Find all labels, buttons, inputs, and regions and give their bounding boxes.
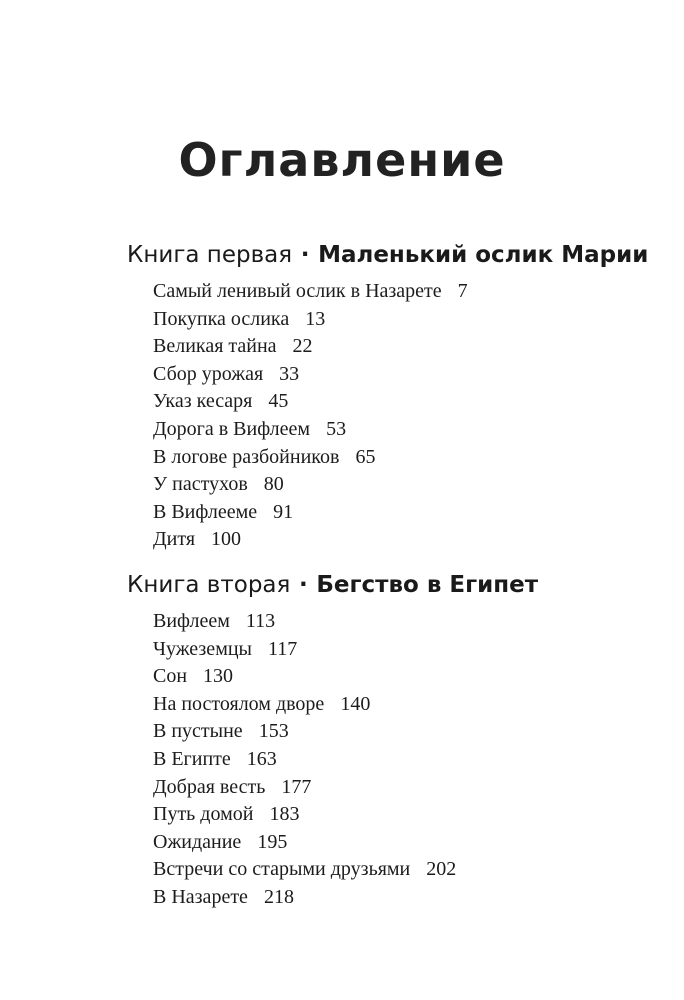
chapter-item[interactable] <box>153 746 667 774</box>
chapter-title: Дитя <box>153 528 196 551</box>
chapter-title: На постоялом дворе <box>153 692 325 715</box>
book-section-1 <box>127 238 667 554</box>
chapter-title: Путь домой <box>153 803 254 826</box>
chapter-page-number: 163 <box>246 747 277 770</box>
chapter-page-number: 153 <box>258 720 289 743</box>
chapter-title: В Египте <box>153 747 231 770</box>
book-label: Книга первая <box>127 242 293 268</box>
chapter-page-number: 22 <box>292 335 313 358</box>
chapter-page-number: 65 <box>355 445 376 468</box>
chapter-item[interactable] <box>153 471 667 499</box>
chapter-item[interactable] <box>153 774 667 802</box>
chapter-title: Покупка ослика <box>153 307 290 330</box>
chapter-item[interactable] <box>153 278 667 306</box>
chapter-page-number: 53 <box>326 417 347 440</box>
chapter-item[interactable] <box>153 333 667 361</box>
chapter-item[interactable] <box>153 884 667 912</box>
chapter-item[interactable] <box>153 691 667 719</box>
chapter-page-number: 177 <box>281 775 312 798</box>
chapter-page-number: 80 <box>263 473 284 496</box>
chapter-title: Ожидание <box>153 830 242 853</box>
chapter-page-number: 130 <box>203 665 234 688</box>
chapter-page-number: 202 <box>426 858 457 881</box>
chapter-page-number: 7 <box>457 280 468 302</box>
chapter-page-number: 183 <box>269 803 300 826</box>
chapter-item[interactable] <box>153 306 667 334</box>
book-separator: · <box>298 572 308 598</box>
chapter-item[interactable] <box>153 499 667 527</box>
chapter-item[interactable] <box>153 856 667 884</box>
chapter-title: Указ кесаря <box>153 390 253 413</box>
chapter-title: У пастухов <box>153 473 248 496</box>
chapter-title: Добрая весть <box>153 775 266 798</box>
chapter-list <box>153 278 667 554</box>
book-subtitle: Бегство в Египет <box>316 572 539 598</box>
chapter-item[interactable] <box>153 829 667 857</box>
book-heading <box>127 238 667 272</box>
chapter-title: Встречи со старыми друзьями <box>153 858 411 881</box>
chapter-page-number: 33 <box>279 362 300 385</box>
chapter-title: В пустыне <box>153 720 243 743</box>
chapter-page-number: 218 <box>263 885 294 908</box>
chapter-page-number: 140 <box>340 692 371 715</box>
chapter-title: В Назарете <box>153 885 248 908</box>
chapter-page-number: 13 <box>305 307 326 330</box>
chapter-title: В логове разбойников <box>153 445 340 468</box>
chapter-title: Вифлеем <box>153 610 230 632</box>
book-label: Книга вторая <box>127 572 291 598</box>
page-title: Оглавление <box>178 133 506 187</box>
chapter-title: Чужеземцы <box>153 637 252 660</box>
chapter-item[interactable] <box>153 608 667 636</box>
book-separator: · <box>300 242 310 268</box>
chapter-page-number: 45 <box>268 390 289 413</box>
book-heading <box>127 568 667 602</box>
chapter-item[interactable] <box>153 444 667 472</box>
chapter-title: В Вифлееме <box>153 500 258 523</box>
chapter-item[interactable] <box>153 388 667 416</box>
chapter-item[interactable] <box>153 801 667 829</box>
chapter-title: Сбор урожая <box>153 362 264 385</box>
chapter-item[interactable] <box>153 526 667 554</box>
chapter-title: Самый ленивый ослик в Назарете <box>153 280 442 302</box>
chapter-page-number: 195 <box>257 830 288 853</box>
chapter-page-number: 100 <box>211 528 242 551</box>
chapter-title: Великая тайна <box>153 335 277 358</box>
chapter-item[interactable] <box>153 361 667 389</box>
book-section-2 <box>127 568 667 912</box>
chapter-title: Сон <box>153 665 188 688</box>
chapter-item[interactable] <box>153 636 667 664</box>
chapter-page-number: 91 <box>273 500 294 523</box>
chapter-page-number: 117 <box>267 637 298 660</box>
chapter-title: Дорога в Вифлеем <box>153 417 311 440</box>
chapter-item[interactable] <box>153 416 667 444</box>
book-subtitle: Маленький ослик Марии <box>318 242 649 268</box>
chapter-page-number: 113 <box>245 610 276 632</box>
chapter-item[interactable] <box>153 663 667 691</box>
chapter-item[interactable] <box>153 718 667 746</box>
chapter-list <box>153 608 667 912</box>
